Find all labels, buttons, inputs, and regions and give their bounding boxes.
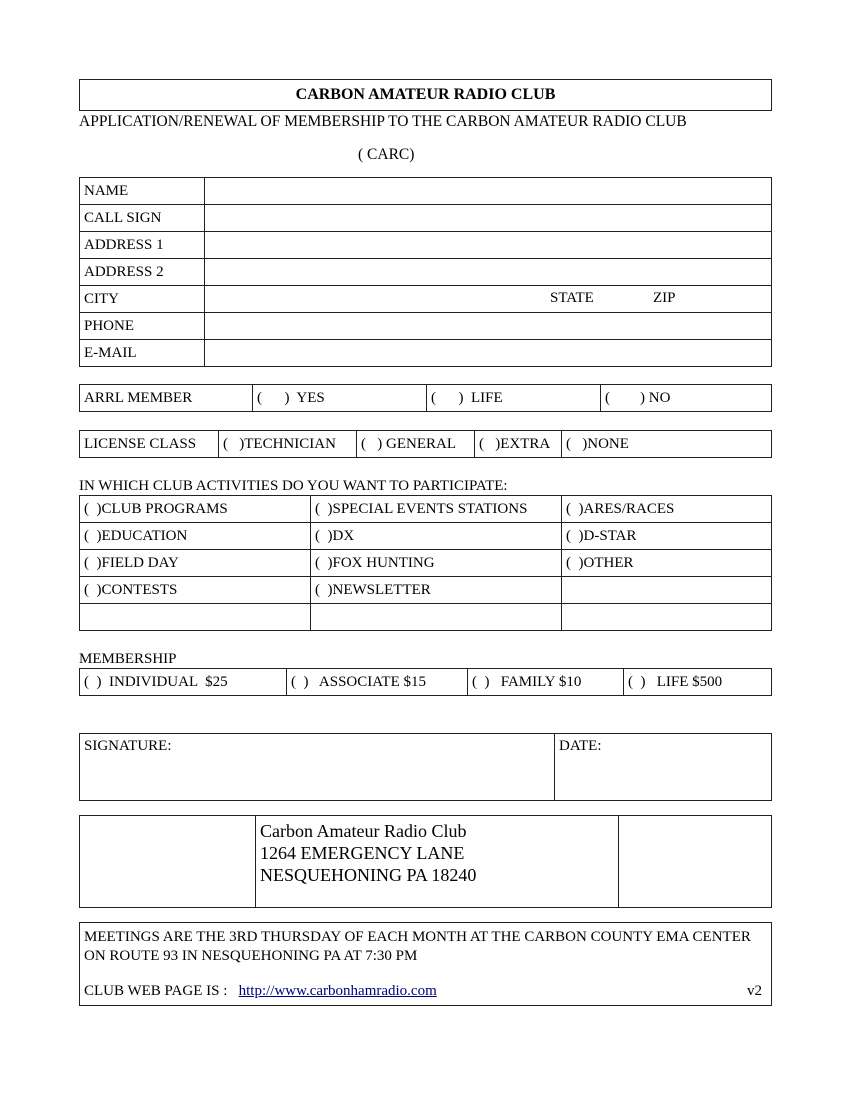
activity-empty-cell[interactable] xyxy=(562,604,772,631)
mailing-address-table xyxy=(79,815,772,908)
license-option-technician[interactable]: ( )TECHNICIAN xyxy=(219,431,357,458)
activity-special-events[interactable]: ( )SPECIAL EVENTS STATIONS xyxy=(311,496,562,523)
license-option-none[interactable]: ( )NONE xyxy=(562,431,772,458)
membership-heading: MEMBERSHIP xyxy=(79,651,177,667)
state-label: STATE xyxy=(550,290,594,306)
activities-row xyxy=(80,550,772,577)
city-state-zip-field[interactable] xyxy=(205,286,772,313)
address-line-2: 1264 EMERGENCY LANE xyxy=(260,843,465,863)
address1-row xyxy=(80,232,772,259)
address-line-1: Carbon Amateur Radio Club xyxy=(260,821,467,841)
arrl-option-yes[interactable]: ( ) YES xyxy=(253,385,427,412)
activity-education[interactable]: ( )EDUCATION xyxy=(80,523,311,550)
meetings-info-box xyxy=(79,922,772,1006)
activity-empty-cell[interactable] xyxy=(311,604,562,631)
address2-label: ADDRESS 2 xyxy=(80,259,205,286)
activity-fox-hunting[interactable]: ( )FOX HUNTING xyxy=(311,550,562,577)
name-field[interactable] xyxy=(205,178,772,205)
phone-row xyxy=(80,313,772,340)
signature-label: SIGNATURE: xyxy=(84,738,172,754)
form-subtitle: APPLICATION/RENEWAL OF MEMBERSHIP TO THE CARBON AMATEUR RADIO CLUB xyxy=(79,113,687,130)
address-right-cell xyxy=(619,816,772,908)
form-title: CARBON AMATEUR RADIO CLUB xyxy=(79,79,772,111)
phone-label: PHONE xyxy=(80,313,205,340)
membership-individual[interactable]: ( ) INDIVIDUAL $25 xyxy=(80,669,287,696)
address1-field[interactable] xyxy=(205,232,772,259)
activity-empty-cell[interactable] xyxy=(562,577,772,604)
arrl-member-label: ARRL MEMBER xyxy=(80,385,253,412)
name-row xyxy=(80,178,772,205)
activity-empty-cell[interactable] xyxy=(80,604,311,631)
activities-row xyxy=(80,496,772,523)
membership-associate[interactable]: ( ) ASSOCIATE $15 xyxy=(287,669,468,696)
membership-life[interactable]: ( ) LIFE $500 xyxy=(624,669,772,696)
email-field[interactable] xyxy=(205,340,772,367)
license-class-label: LICENSE CLASS xyxy=(80,431,219,458)
club-abbreviation: ( CARC) xyxy=(358,146,415,163)
signature-field[interactable] xyxy=(80,734,555,801)
activity-field-day[interactable]: ( )FIELD DAY xyxy=(80,550,311,577)
activities-row xyxy=(80,577,772,604)
activities-table xyxy=(79,495,772,631)
activity-other[interactable]: ( )OTHER xyxy=(562,550,772,577)
membership-family[interactable]: ( ) FAMILY $10 xyxy=(468,669,624,696)
zip-label: ZIP xyxy=(653,290,676,306)
mailing-address-cell xyxy=(256,816,619,908)
applicant-info-table xyxy=(79,177,772,367)
license-class-table xyxy=(79,430,772,458)
license-option-general[interactable]: ( ) GENERAL xyxy=(357,431,475,458)
membership-table xyxy=(79,668,772,696)
call-sign-label: CALL SIGN xyxy=(80,205,205,232)
activity-club-programs[interactable]: ( )CLUB PROGRAMS xyxy=(80,496,311,523)
phone-field[interactable] xyxy=(205,313,772,340)
date-label: DATE: xyxy=(559,738,602,754)
activity-contests[interactable]: ( )CONTESTS xyxy=(80,577,311,604)
call-sign-field[interactable] xyxy=(205,205,772,232)
address-line-3: NESQUEHONING PA 18240 xyxy=(260,865,477,885)
activity-d-star[interactable]: ( )D-STAR xyxy=(562,523,772,550)
web-page-link[interactable]: http://www.carbonhamradio.com xyxy=(238,983,437,999)
meetings-text: MEETINGS ARE THE 3RD THURSDAY OF EACH MONTH AT THE CARBON COUNTY EMA CENTER ON ROUTE 93 IN NESQUEHONING PA AT 7:30 PM xyxy=(84,929,751,964)
version-label: v2 xyxy=(747,983,762,999)
email-label: E-MAIL xyxy=(80,340,205,367)
license-option-extra[interactable]: ( )EXTRA xyxy=(475,431,562,458)
date-field[interactable] xyxy=(555,734,772,801)
web-page-line xyxy=(84,982,437,1001)
activities-row xyxy=(80,604,772,631)
activity-newsletter[interactable]: ( )NEWSLETTER xyxy=(311,577,562,604)
activity-ares-races[interactable]: ( )ARES/RACES xyxy=(562,496,772,523)
email-row xyxy=(80,340,772,367)
arrl-member-table xyxy=(79,384,772,412)
name-label: NAME xyxy=(80,178,205,205)
activity-dx[interactable]: ( )DX xyxy=(311,523,562,550)
arrl-option-life[interactable]: ( ) LIFE xyxy=(427,385,601,412)
arrl-option-no[interactable]: ( ) NO xyxy=(601,385,772,412)
address-left-cell xyxy=(80,816,256,908)
activities-heading: IN WHICH CLUB ACTIVITIES DO YOU WANT TO PARTICIPATE: xyxy=(79,478,508,494)
activities-row xyxy=(80,523,772,550)
city-row xyxy=(80,286,772,313)
web-page-label: CLUB WEB PAGE IS : xyxy=(84,983,228,999)
address1-label: ADDRESS 1 xyxy=(80,232,205,259)
city-label: CITY xyxy=(80,286,205,313)
address2-row xyxy=(80,259,772,286)
call-sign-row xyxy=(80,205,772,232)
signature-table xyxy=(79,733,772,801)
address2-field[interactable] xyxy=(205,259,772,286)
